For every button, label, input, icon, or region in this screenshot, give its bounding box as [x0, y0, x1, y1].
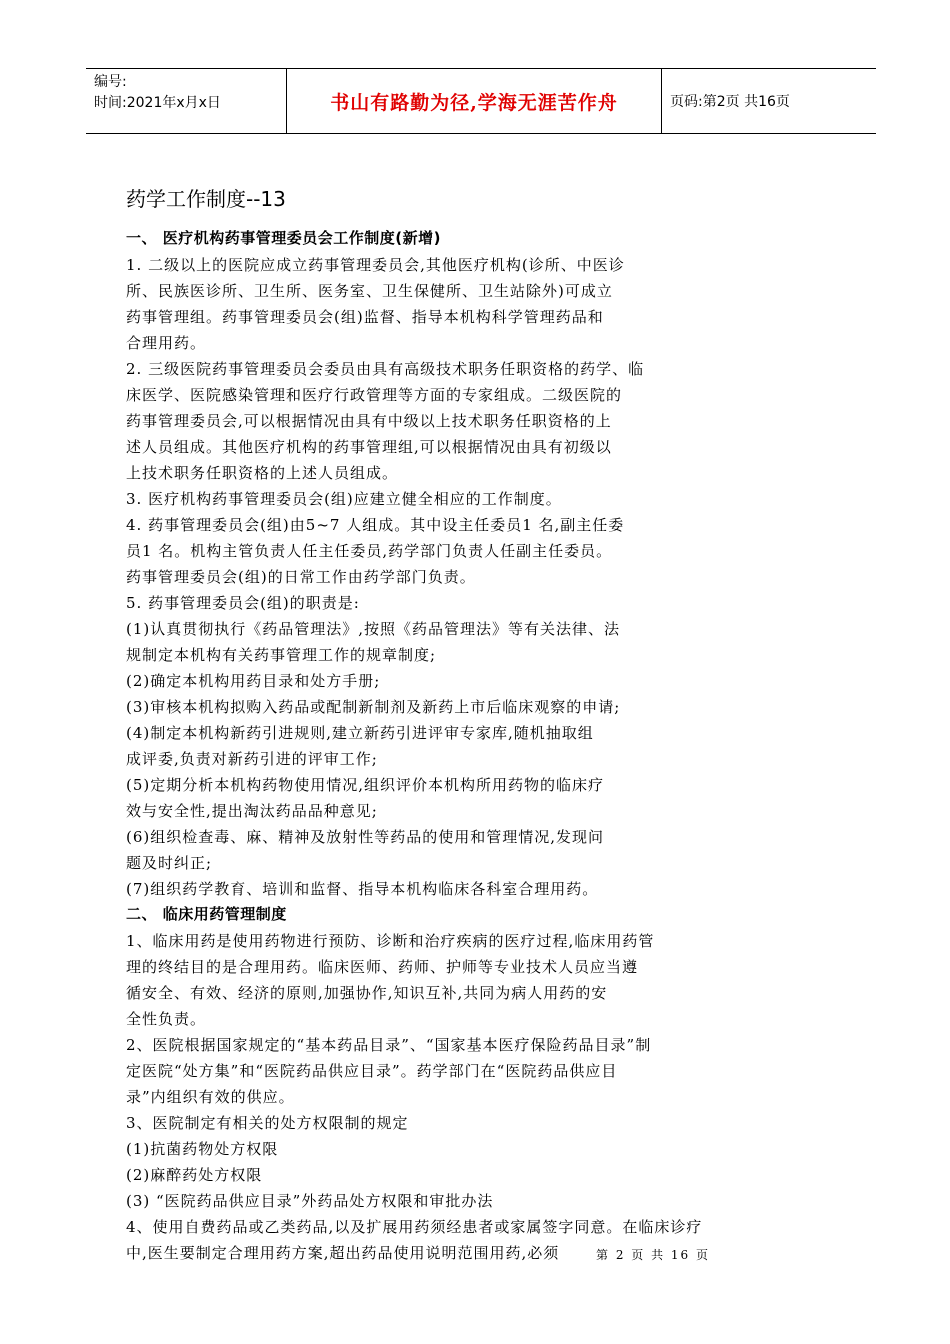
text-line: (6)组织检查毒、麻、精神及放射性等药品的使用和管理情况,发现问	[126, 828, 605, 846]
text-line: (3) “医院药品供应目录”外药品处方权限和审批办法	[126, 1192, 494, 1210]
text-line: 全性负责。	[126, 1010, 207, 1028]
header-meta	[86, 69, 286, 133]
text-line: 理的终结目的是合理用药。临床医师、药师、护师等专业技术人员应当遵	[126, 958, 639, 976]
header-page-label: 页码:第2页 共16页	[670, 94, 790, 110]
section-heading: 一、 医疗机构药事管理委员会工作制度(新增)	[126, 229, 441, 247]
text-line: (2)麻醉药处方权限	[126, 1166, 263, 1184]
number-label: 编号:	[94, 74, 127, 90]
text-line: (1)认真贯彻执行《药品管理法》,按照《药品管理法》等有关法律、法	[126, 620, 621, 638]
text-line: (4)制定本机构新药引进规则,建立新药引进评审专家库,随机抽取组	[126, 724, 594, 742]
text-line: (1)抗菌药物处方权限	[126, 1140, 279, 1158]
text-line: 5. 药事管理委员会(组)的职责是:	[126, 594, 360, 612]
header-motto: 书山有路勤为径,学海无涯苦作舟	[286, 69, 662, 133]
text-line: 3、医院制定有相关的处方权限制的规定	[126, 1114, 409, 1132]
text-line: 题及时纠正;	[126, 854, 213, 872]
text-line: (5)定期分析本机构药物使用情况,组织评价本机构所用药物的临床疗	[126, 776, 605, 794]
text-line: 规制定本机构有关药事管理工作的规章制度;	[126, 646, 437, 664]
text-line: 循安全、有效、经济的原则,加强协作,知识互补,共同为病人用药的安	[126, 984, 608, 1002]
page-footer: 第 2 页 共 16 页	[596, 1248, 710, 1262]
text-line: 药事管理委员会,可以根据情况由具有中级以上技术职务任职资格的上	[126, 412, 612, 430]
text-line: 效与安全性,提出淘汰药品品种意见;	[126, 802, 378, 820]
time-label: 时间:2021年x月x日	[94, 95, 221, 111]
text-line: 中,医生要制定合理用药方案,超出药品使用说明范围用药,必须	[126, 1244, 560, 1262]
text-line: 1、临床用药是使用药物进行预防、诊断和治疗疾病的医疗过程,临床用药管	[126, 932, 655, 950]
document-title: 药学工作制度--13	[126, 187, 286, 211]
text-line: 定医院“处方集”和“医院药品供应目录”。药学部门在“医院药品供应目	[126, 1062, 618, 1080]
text-line: 2、医院根据国家规定的“基本药品目录”、“国家基本医疗保险药品目录”制	[126, 1036, 652, 1054]
document-body	[126, 184, 846, 1266]
text-line: 上技术职务任职资格的上述人员组成。	[126, 464, 399, 482]
text-line: 述人员组成。其他医疗机构的药事管理组,可以根据情况由具有初级以	[126, 438, 612, 456]
text-line: 合理用药。	[126, 334, 207, 352]
text-line: 员1 名。机构主管负责人任主任委员,药学部门负责人任副主任委员。	[126, 542, 613, 560]
text-line: 4、使用自费药品或乙类药品,以及扩展用药须经患者或家属签字同意。在临床诊疗	[126, 1218, 703, 1236]
text-line: 所、民族医诊所、卫生所、医务室、卫生保健所、卫生站除外)可成立	[126, 282, 613, 300]
text-line: 成评委,负责对新药引进的评审工作;	[126, 750, 378, 768]
page-header	[86, 68, 876, 134]
section-heading: 二、 临床用药管理制度	[126, 905, 287, 923]
document-lines	[126, 226, 846, 1266]
text-line: (3)审核本机构拟购入药品或配制新制剂及新药上市后临床观察的申请;	[126, 698, 621, 716]
text-line: 1. 二级以上的医院应成立药事管理委员会,其他医疗机构(诊所、中医诊	[126, 256, 625, 274]
text-line: 4. 药事管理委员会(组)由5~7 人组成。其中设主任委员1 名,副主任委	[126, 516, 625, 534]
text-line: 药事管理委员会(组)的日常工作由药学部门负责。	[126, 568, 476, 586]
text-line: 3. 医疗机构药事管理委员会(组)应建立健全相应的工作制度。	[126, 490, 562, 508]
text-line: (7)组织药学教育、培训和监督、指导本机构临床各科室合理用药。	[126, 880, 599, 898]
text-line: (2)确定本机构用药目录和处方手册;	[126, 672, 381, 690]
text-line: 药事管理组。药事管理委员会(组)监督、指导本机构科学管理药品和	[126, 308, 604, 326]
text-line: 床医学、医院感染管理和医疗行政管理等方面的专家组成。二级医院的	[126, 386, 623, 404]
text-line: 录”内组织有效的供应。	[126, 1088, 295, 1106]
text-line: 2. 三级医院药事管理委员会委员由具有高级技术职务任职资格的药学、临	[126, 360, 645, 378]
